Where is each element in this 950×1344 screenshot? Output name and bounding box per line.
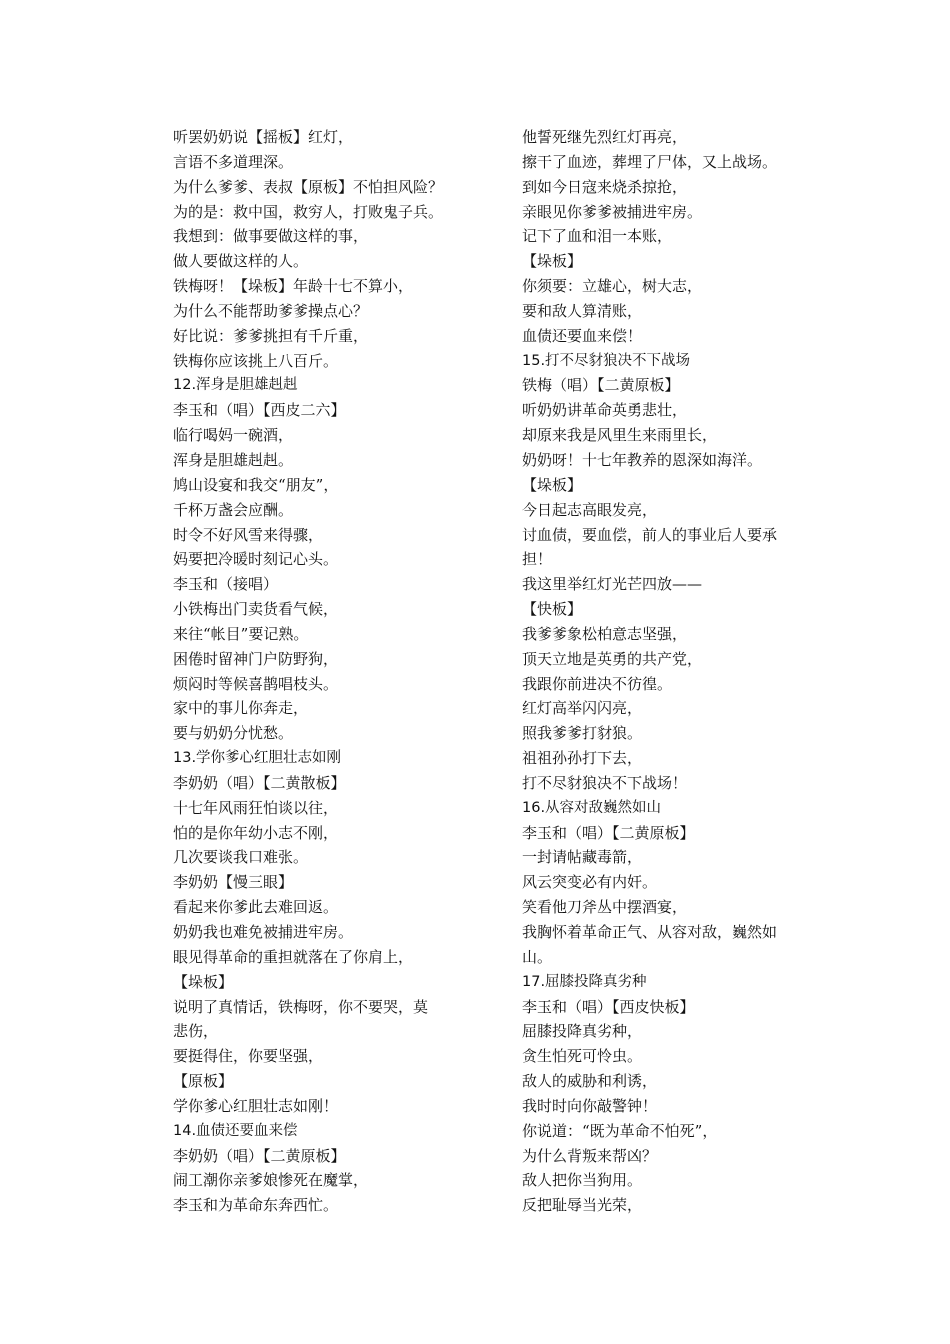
text-line: 李奶奶【慢三眼】 bbox=[173, 873, 294, 892]
text-line: 李玉和（唱）【西皮快板】 bbox=[522, 997, 695, 1016]
text-line: 擦干了血迹，葬埋了尸体，又上战场。 bbox=[522, 152, 778, 171]
text-line: 我想到：做事要做这样的事， bbox=[173, 227, 369, 246]
text-line: 临行喝妈一碗酒， bbox=[173, 426, 294, 445]
text-line: 我爹爹象松柏意志坚强， bbox=[522, 624, 688, 643]
text-line: 红灯高举闪闪亮， bbox=[522, 699, 643, 718]
text-line: 浑身是胆雄赳赳。 bbox=[173, 450, 294, 469]
text-line: 妈要把冷暖时刻记心头。 bbox=[173, 550, 339, 569]
text-line: 【原板】 bbox=[173, 1072, 234, 1091]
text-line: 一封请帖藏毒箭， bbox=[522, 848, 643, 867]
text-line: 李玉和（唱）【西皮二六】 bbox=[173, 401, 346, 420]
text-line: 亲眼见你爹爹被捕进牢房。 bbox=[522, 202, 703, 221]
text-line: 千杯万盏会应酬。 bbox=[173, 500, 294, 519]
text-line: 做人要做这样的人。 bbox=[173, 252, 309, 271]
text-line: 鸠山设宴和我交“朋友”， bbox=[173, 475, 339, 494]
text-line: 言语不多道理深。 bbox=[173, 152, 294, 171]
text-line: 祖祖孙孙打下去， bbox=[522, 749, 643, 768]
text-line: 笑看他刀斧丛中摆酒宴， bbox=[522, 898, 688, 917]
text-line: 怕的是你年幼小志不刚， bbox=[173, 823, 339, 842]
text-line: 要和敌人算清账， bbox=[522, 301, 643, 320]
text-line: 血债还要血来偿！ bbox=[522, 326, 643, 345]
section-heading: 16.从容对敌巍然如山 bbox=[522, 799, 662, 816]
text-line: 担！ bbox=[522, 550, 553, 569]
text-line: 来往“帐目”要记熟。 bbox=[173, 624, 309, 643]
left-text-column bbox=[173, 125, 473, 1218]
text-line: 说明了真情话，铁梅呀，你不要哭，莫 bbox=[173, 997, 429, 1016]
text-line: 贪生怕死可怜虫。 bbox=[522, 1047, 643, 1066]
text-line: 为什么不能帮助爹爹操点心？ bbox=[173, 301, 369, 320]
text-line: 顶天立地是英勇的共产党， bbox=[522, 649, 703, 668]
text-line: 小铁梅出门卖货看气候， bbox=[173, 600, 339, 619]
text-line: 眼见得革命的重担就落在了你肩上， bbox=[173, 947, 414, 966]
text-line: 为的是：救中国，救穷人，打败鬼子兵。 bbox=[173, 202, 444, 221]
text-line: 到如今日寇来烧杀掠抢， bbox=[522, 177, 688, 196]
text-line: 看起来你爹此去难回返。 bbox=[173, 898, 339, 917]
text-line: 敌人把你当狗用。 bbox=[522, 1171, 643, 1190]
text-line: 李奶奶（唱）【二黄原板】 bbox=[173, 1146, 346, 1165]
text-line: 屈膝投降真劣种， bbox=[522, 1022, 643, 1041]
text-line: 闹工潮你亲爹娘惨死在魔掌， bbox=[173, 1171, 369, 1190]
text-line: 好比说：爹爹挑担有千斤重， bbox=[173, 326, 369, 345]
text-line: 风云突变必有内奸。 bbox=[522, 873, 658, 892]
text-line: 他誓死继先烈红灯再亮， bbox=[522, 128, 688, 146]
text-line: 十七年风雨狂怕谈以往， bbox=[173, 798, 339, 817]
text-line: 铁梅（唱）【二黄原板】 bbox=[522, 376, 680, 395]
text-line: 为什么背叛来帮凶？ bbox=[522, 1146, 658, 1165]
text-line: 为什么爹爹、表叔【原板】不怕担风险？ bbox=[173, 177, 444, 196]
text-line: 李玉和（接唱） bbox=[173, 575, 279, 594]
text-line: 我跟你前进决不彷徨。 bbox=[522, 674, 673, 693]
section-heading: 17.屈膝投降真劣种 bbox=[522, 973, 647, 990]
text-line: 我胸怀着革命正气、从容对敌，巍然如 bbox=[522, 923, 778, 941]
text-line: 困倦时留神门户防野狗， bbox=[173, 649, 339, 668]
text-line: 我时时向你敲警钟！ bbox=[522, 1096, 658, 1115]
section-heading: 12.浑身是胆雄赳赳 bbox=[173, 377, 298, 394]
text-line: 照我爹爹打豺狼。 bbox=[522, 724, 643, 743]
text-line: 要挺得住，你要坚强， bbox=[173, 1047, 324, 1066]
section-heading: 14.血债还要血来偿 bbox=[173, 1122, 298, 1139]
text-line: 家中的事儿你奔走， bbox=[173, 699, 309, 718]
section-heading: 15.打不尽豺狼决不下战场 bbox=[522, 352, 691, 369]
text-line: 【垛板】 bbox=[522, 475, 583, 494]
text-line: 讨血债，要血偿，前人的事业后人要承 bbox=[522, 525, 778, 544]
text-line: 时令不好风雪来得骤， bbox=[173, 525, 324, 544]
text-line: 却原来我是风里生来雨里长， bbox=[522, 426, 718, 445]
text-line: 记下了血和泪一本账， bbox=[522, 227, 673, 246]
text-line: 悲伤， bbox=[173, 1022, 219, 1041]
text-line: 【快板】 bbox=[522, 600, 583, 619]
text-line: 打不尽豺狼决不下战场！ bbox=[522, 773, 688, 792]
text-line: 奶奶我也难免被捕进牢房。 bbox=[173, 923, 354, 941]
right-text-column bbox=[522, 125, 812, 1218]
text-line: 几次要谈我口难张。 bbox=[173, 848, 309, 867]
text-line: 铁梅你应该挑上八百斤。 bbox=[173, 351, 339, 370]
text-line: 学你爹心红胆壮志如刚！ bbox=[173, 1096, 339, 1115]
text-line: 奶奶呀！十七年教养的恩深如海洋。 bbox=[522, 450, 763, 469]
text-line: 【垛板】 bbox=[522, 252, 583, 271]
text-line: 听奶奶讲革命英勇悲壮， bbox=[522, 401, 688, 420]
text-line: 李奶奶（唱）【二黄散板】 bbox=[173, 773, 346, 792]
text-line: 李玉和为革命东奔西忙。 bbox=[173, 1196, 339, 1215]
text-line: 今日起志高眼发亮， bbox=[522, 500, 658, 519]
text-line: 李玉和（唱）【二黄原板】 bbox=[522, 823, 695, 842]
text-line: 要与奶奶分忧愁。 bbox=[173, 724, 294, 743]
text-line: 我这里举红灯光芒四放—— bbox=[522, 575, 703, 594]
section-heading: 13.学你爹心红胆壮志如刚 bbox=[173, 750, 342, 767]
text-line: 反把耻辱当光荣， bbox=[522, 1196, 643, 1215]
text-line: 敌人的威胁和利诱， bbox=[522, 1072, 658, 1091]
text-line: 你须要：立雄心，树大志， bbox=[522, 277, 703, 296]
text-line: 烦闷时等候喜鹊唱枝头。 bbox=[173, 674, 339, 693]
text-line: 铁梅呀！【垛板】年龄十七不算小， bbox=[173, 277, 414, 296]
text-line: 【垛板】 bbox=[173, 972, 234, 991]
text-line: 你说道：“既为革命不怕死”， bbox=[522, 1121, 718, 1140]
text-line: 听罢奶奶说【摇板】红灯， bbox=[173, 128, 354, 146]
text-line: 山。 bbox=[522, 947, 553, 966]
